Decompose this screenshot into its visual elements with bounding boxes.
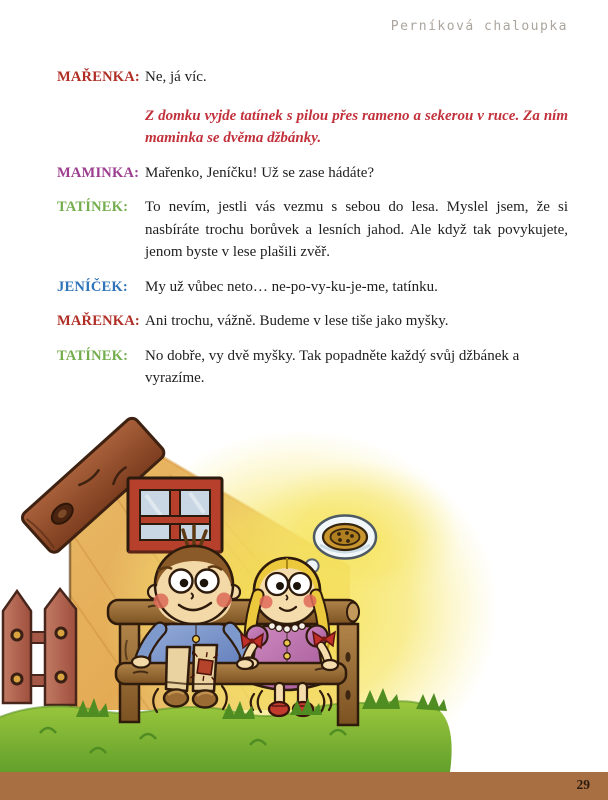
dialogue-row bbox=[57, 162, 568, 185]
speaker-label-tatinek: TATÍNEK: bbox=[57, 199, 129, 215]
dialogue-row bbox=[57, 276, 568, 299]
storybook-illustration bbox=[0, 395, 608, 772]
speech-text: Ne, já víc. bbox=[145, 69, 207, 85]
speech-text: Mařenko, Jeníčku! Už se zase hádáte? bbox=[145, 164, 375, 181]
running-head: Perníková chaloupka bbox=[390, 19, 568, 34]
dialogue-row bbox=[57, 196, 568, 264]
stage-direction: Z domku vyjde tatínek s pilou přes rameno a sekerou v ruce. Za ním maminka se dvěma džbánky. bbox=[145, 107, 568, 146]
speech-text: No dobře, vy dvě myšky. Tak popadněte každý svůj džbánek a vyrazíme. bbox=[145, 347, 520, 386]
gingerbread-cookie bbox=[323, 524, 367, 550]
speech-text: My už vůbec neto… ne-po-vy-ku-je-me, tatínku. bbox=[145, 278, 438, 295]
speaker-label-tatinek: TATÍNEK: bbox=[57, 347, 129, 364]
speech-text: Ani trochu, vážně. Budeme v lese tiše jako myšky. bbox=[145, 313, 449, 329]
speech-text: To nevím, jestli vás vezmu s sebou do lesa. Myslel jsem, že si nasbíráte trochu borůvek a lesních jahod. Ale když tak povykujete, jenom byste v lese plašili zvěř. bbox=[145, 199, 568, 260]
speaker-label-marenka: MAŘENKA: bbox=[57, 69, 140, 85]
speaker-label-marenka: MAŘENKA: bbox=[57, 313, 140, 329]
dialogue-block bbox=[57, 66, 568, 402]
dialogue-row bbox=[57, 345, 568, 390]
speaker-label-jenicek: JENÍČEK: bbox=[57, 278, 128, 295]
footer-bar bbox=[0, 772, 608, 800]
dialogue-row bbox=[57, 310, 568, 333]
window bbox=[128, 478, 222, 552]
speaker-label-maminka: MAMINKA: bbox=[57, 164, 140, 181]
dialogue-row bbox=[57, 66, 568, 89]
page-number: 29 bbox=[576, 777, 590, 792]
bench-seat bbox=[116, 663, 346, 684]
picket-fence bbox=[3, 589, 76, 705]
